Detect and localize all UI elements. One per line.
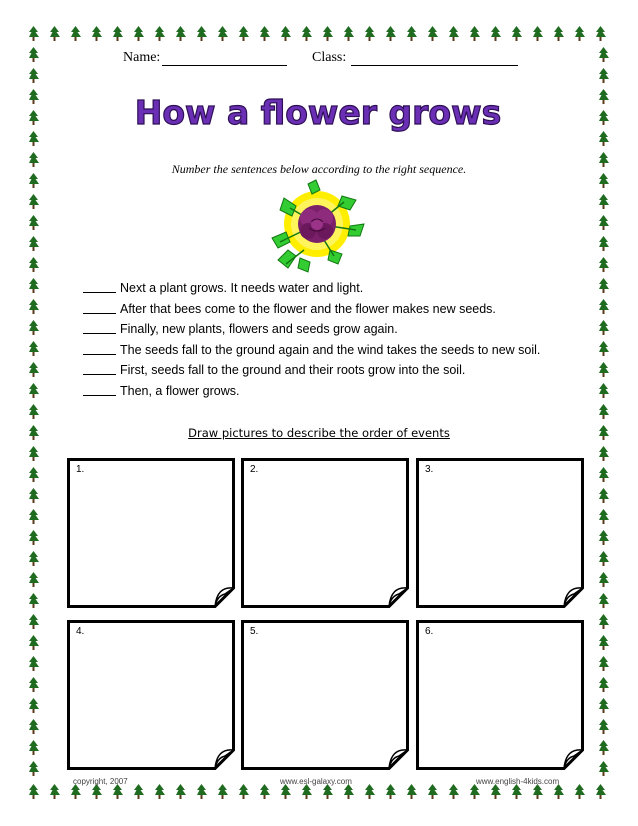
answer-blank[interactable] (83, 321, 116, 334)
pine-tree-icon (70, 784, 81, 800)
pine-tree-icon (553, 26, 564, 42)
box-number: 4. (76, 626, 85, 637)
worksheet-title (118, 88, 518, 144)
pine-tree-icon (28, 278, 39, 294)
drawing-box-2[interactable] (241, 458, 409, 608)
pine-tree-icon (598, 404, 609, 420)
pine-tree-icon (598, 131, 609, 147)
note-frame-icon (241, 458, 409, 608)
pine-tree-icon (511, 784, 522, 800)
drawing-box-4[interactable] (67, 620, 235, 770)
pine-tree-icon (154, 26, 165, 42)
pine-tree-icon (598, 656, 609, 672)
pine-tree-icon (28, 194, 39, 210)
name-field[interactable] (162, 65, 287, 66)
title-text: How a flower grows (134, 93, 502, 132)
class-field[interactable] (351, 65, 518, 66)
footer-copyright: copyright, 2007 (73, 777, 128, 786)
pine-tree-icon (469, 26, 480, 42)
name-label: Name: (123, 50, 161, 65)
footer-site-link-2[interactable]: www.english-4kids.com (476, 777, 560, 786)
pine-tree-icon (28, 656, 39, 672)
pine-tree-icon (28, 761, 39, 777)
pine-tree-icon (385, 784, 396, 800)
pine-tree-icon (595, 784, 606, 800)
pine-tree-icon (133, 784, 144, 800)
class-label: Class: (312, 50, 347, 65)
pine-tree-icon (175, 784, 186, 800)
pine-tree-icon (91, 26, 102, 42)
sentence-list (83, 278, 603, 402)
pine-tree-icon (595, 26, 606, 42)
drawing-box-1[interactable] (67, 458, 235, 608)
pine-tree-icon (406, 26, 417, 42)
pine-tree-icon (532, 784, 543, 800)
box-number: 2. (250, 464, 259, 475)
pine-tree-icon (28, 551, 39, 567)
pine-tree-icon (28, 320, 39, 336)
pine-tree-icon (598, 236, 609, 252)
pine-tree-icon (28, 509, 39, 525)
pine-tree-icon (469, 784, 480, 800)
pine-tree-icon (385, 26, 396, 42)
pine-tree-icon (28, 299, 39, 315)
box-number: 1. (76, 464, 85, 475)
pine-tree-icon (598, 257, 609, 273)
pine-tree-icon (598, 593, 609, 609)
pine-tree-icon (598, 215, 609, 231)
pine-tree-icon (598, 446, 609, 462)
drawing-box-3[interactable] (416, 458, 584, 608)
pine-tree-icon (301, 784, 312, 800)
pine-tree-icon (28, 488, 39, 504)
pine-tree-icon (427, 784, 438, 800)
note-frame-icon (67, 620, 235, 770)
pine-tree-icon (598, 614, 609, 630)
pine-tree-icon (511, 26, 522, 42)
pine-tree-icon (28, 635, 39, 651)
pine-tree-icon (259, 784, 270, 800)
pine-tree-icon (28, 26, 39, 42)
pine-tree-icon (217, 784, 228, 800)
pine-tree-icon (28, 404, 39, 420)
sentence-item (83, 381, 603, 402)
pine-tree-icon (175, 26, 186, 42)
drawing-box-5[interactable] (241, 620, 409, 770)
pine-tree-icon (301, 26, 312, 42)
pine-tree-icon (553, 784, 564, 800)
pine-tree-icon (598, 698, 609, 714)
answer-blank[interactable] (83, 383, 116, 396)
note-frame-icon (241, 620, 409, 770)
pine-tree-icon (217, 26, 228, 42)
pine-tree-icon (28, 110, 39, 126)
pine-tree-icon (259, 26, 270, 42)
pine-tree-icon (532, 26, 543, 42)
pine-tree-icon (28, 362, 39, 378)
pine-tree-icon (28, 257, 39, 273)
pine-tree-icon (322, 26, 333, 42)
pine-tree-icon (598, 530, 609, 546)
pine-tree-icon (49, 784, 60, 800)
pine-tree-icon (598, 761, 609, 777)
pine-tree-icon (343, 26, 354, 42)
footer-site-link-1[interactable]: www.esl-galaxy.com (280, 777, 352, 786)
pine-tree-icon (598, 68, 609, 84)
pine-tree-icon (70, 26, 81, 42)
pine-tree-icon (28, 719, 39, 735)
pine-tree-icon (196, 784, 207, 800)
sentence-text: Then, a flower grows. (120, 383, 240, 398)
pine-tree-icon (28, 677, 39, 693)
box-number: 5. (250, 626, 259, 637)
note-frame-icon (416, 458, 584, 608)
answer-blank[interactable] (83, 342, 116, 355)
pine-tree-icon (28, 68, 39, 84)
pine-tree-icon (238, 26, 249, 42)
pine-tree-icon (154, 784, 165, 800)
pine-tree-icon (28, 236, 39, 252)
note-frame-icon (416, 620, 584, 770)
pine-tree-icon (196, 26, 207, 42)
pine-tree-icon (364, 784, 375, 800)
pine-tree-icon (28, 593, 39, 609)
pine-tree-icon (28, 89, 39, 105)
draw-heading: Draw pictures to describe the order of events (188, 426, 450, 440)
pine-tree-icon (598, 551, 609, 567)
pine-tree-icon (598, 572, 609, 588)
answer-blank[interactable] (83, 280, 116, 293)
sentence-item (83, 278, 603, 299)
box-number: 3. (425, 464, 434, 475)
pine-tree-icon (28, 784, 39, 800)
pine-tree-icon (322, 784, 333, 800)
pine-tree-icon (343, 784, 354, 800)
pine-tree-icon (598, 194, 609, 210)
flower-icon (264, 178, 370, 274)
drawing-box-6[interactable] (416, 620, 584, 770)
pine-tree-icon (28, 740, 39, 756)
pine-tree-icon (28, 530, 39, 546)
sentence-item (83, 319, 603, 340)
pine-tree-icon (28, 614, 39, 630)
pine-tree-icon (574, 784, 585, 800)
pine-tree-icon (280, 26, 291, 42)
answer-blank[interactable] (83, 301, 116, 314)
pine-tree-icon (448, 26, 459, 42)
pine-tree-icon (598, 719, 609, 735)
pine-tree-icon (28, 572, 39, 588)
pine-tree-icon (406, 784, 417, 800)
pine-tree-icon (280, 784, 291, 800)
pine-tree-icon (112, 26, 123, 42)
note-frame-icon (67, 458, 235, 608)
pine-tree-icon (598, 635, 609, 651)
answer-blank[interactable] (83, 362, 116, 375)
pine-tree-icon (598, 677, 609, 693)
student-info-line (0, 50, 638, 70)
pine-tree-icon (598, 488, 609, 504)
sentence-text: First, seeds fall to the ground and their roots grow into the soil. (120, 363, 466, 378)
pine-tree-icon (112, 784, 123, 800)
pine-tree-icon (598, 110, 609, 126)
pine-tree-icon (28, 215, 39, 231)
sentence-text: The seeds fall to the ground again and the wind takes the seeds to new soil. (120, 342, 541, 357)
sentence-item (83, 360, 603, 381)
pine-tree-icon (49, 26, 60, 42)
pine-tree-icon (28, 698, 39, 714)
sentence-text: Finally, new plants, flowers and seeds grow again. (120, 322, 398, 337)
pine-tree-icon (28, 467, 39, 483)
pine-tree-icon (598, 89, 609, 105)
sentence-item (83, 340, 603, 361)
sentence-text: After that bees come to the flower and the flower makes new seeds. (120, 301, 496, 316)
instruction-text: Number the sentences below according to the right sequence. (171, 162, 467, 176)
box-number: 6. (425, 626, 434, 637)
sentence-text: Next a plant grows. It needs water and light. (120, 281, 364, 295)
pine-tree-icon (598, 509, 609, 525)
pine-tree-icon (28, 446, 39, 462)
pine-tree-icon (28, 383, 39, 399)
pine-tree-icon (364, 26, 375, 42)
pine-tree-icon (91, 784, 102, 800)
pine-tree-icon (427, 26, 438, 42)
pine-tree-icon (490, 26, 501, 42)
pine-tree-icon (238, 784, 249, 800)
pine-tree-icon (598, 467, 609, 483)
pine-tree-icon (598, 740, 609, 756)
pine-tree-icon (133, 26, 144, 42)
sentence-item (83, 299, 603, 320)
pine-tree-icon (490, 784, 501, 800)
pine-tree-icon (448, 784, 459, 800)
pine-tree-icon (574, 26, 585, 42)
pine-tree-icon (28, 341, 39, 357)
pine-tree-icon (28, 131, 39, 147)
